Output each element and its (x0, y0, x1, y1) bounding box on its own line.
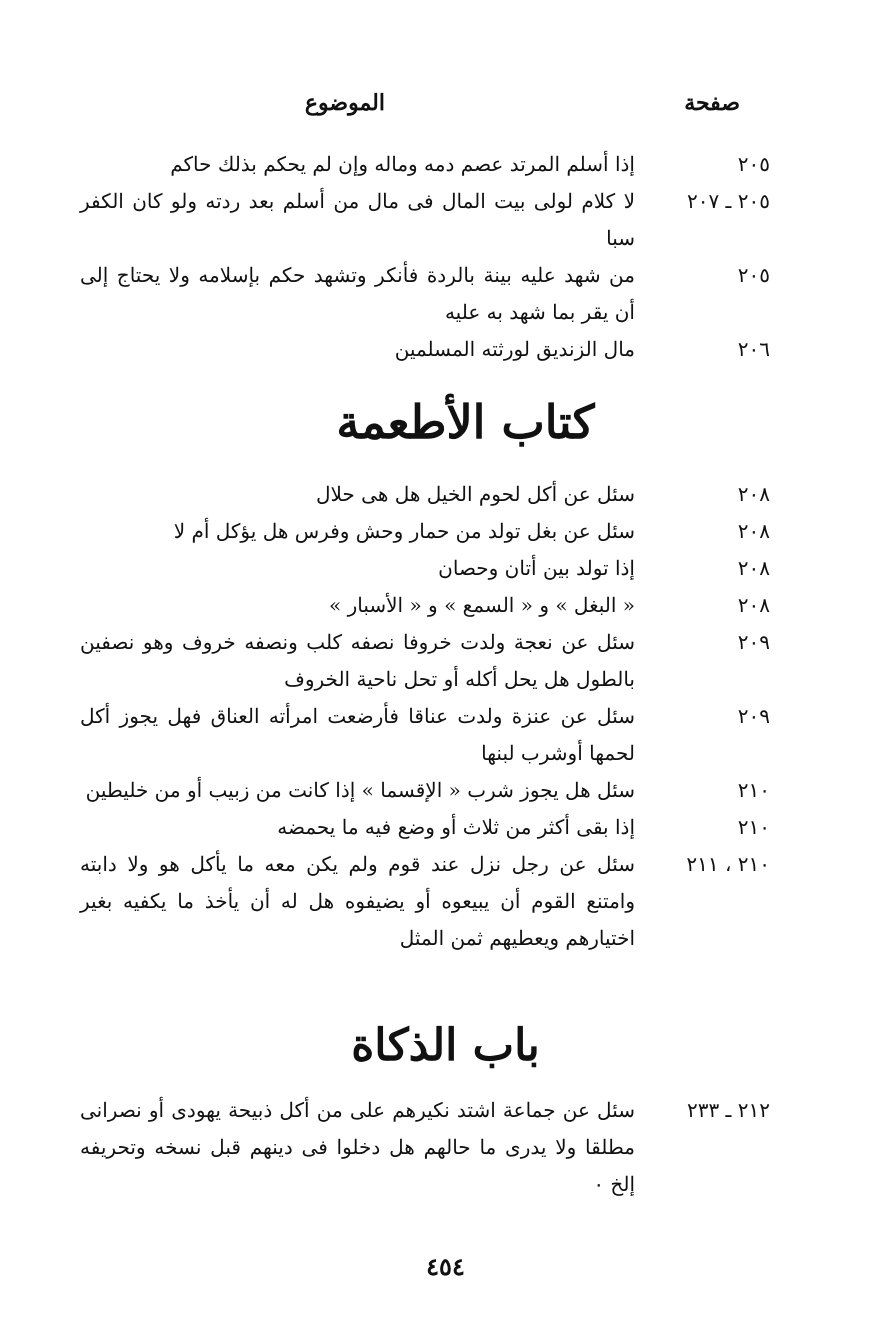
index-entry (80, 550, 770, 587)
entry-page: ٢٠٨ (737, 482, 770, 506)
entry-page: ٢٠٦ (737, 337, 770, 361)
entry-topic: سئل هل يجوز شرب « الإقسما » إذا كانت من زبيب أو من خليطين (85, 778, 635, 802)
index-entry (80, 772, 770, 809)
entry-topic: لا كلام لولى بيت المال فى مال من أسلم بعد ردته ولو كان الكفر سبا (80, 189, 635, 250)
entry-topic: سئل عن عنزة ولدت عناقا فأرضعت امرأته العناق فهل يجوز أكل لحمها أوشرب لبنها (80, 704, 635, 765)
entry-page: ٢١٠ (737, 815, 770, 839)
index-entry (80, 809, 770, 846)
entry-topic: إذا أسلم المرتد عصم دمه وماله وإن لم يحكم بذلك حاكم (170, 152, 635, 176)
index-entry (80, 513, 770, 550)
entry-page: ٢٠٥ ـ ٢٠٧ (686, 189, 770, 213)
index-entry (80, 698, 770, 772)
topic-column-header: الموضوع (304, 90, 385, 116)
entry-topic: سئل عن بغل تولد من حمار وحش وفرس هل يؤكل أم لا (173, 519, 635, 543)
index-group-foods (80, 476, 770, 957)
entry-page: ٢٠٩ (737, 630, 770, 654)
entry-topic: « البغل » و « السمع » و « الأسبار » (329, 593, 635, 617)
entry-page: ٢٠٨ (737, 519, 770, 543)
entry-topic: سئل عن رجل نزل عند قوم ولم يكن معه ما يأكل هو ولا دابته وامتنع القوم أن يبيعوه أو يضيفوه هل له أن يأخذ ما يكفيه بغير اختيارهم ويعطيهم ثمن المثل (80, 852, 635, 950)
entry-topic: سئل عن نعجة ولدت خروفا نصفه كلب ونصفه خروف وهو نصفين بالطول هل يحل أكله أو تحل ناحية الخروف (80, 630, 635, 691)
entry-topic: إذا تولد بين أتان وحصان (438, 556, 635, 580)
index-group-apostasy (80, 146, 770, 368)
index-entry (80, 331, 770, 368)
entry-topic: إذا بقى أكثر من ثلاث أو وضع فيه ما يحمضه (277, 815, 635, 839)
entry-page: ٢١٠ ، ٢١١ (686, 852, 770, 876)
entry-topic: من شهد عليه بينة بالردة فأنكر وتشهد حكم بإسلامه ولا يحتاج إلى أن يقر بما شهد به عليه (80, 263, 635, 324)
index-entry (80, 624, 770, 698)
entry-topic: سئل عن جماعة اشتد نكيرهم على من أكل ذبيحة يهودى أو نصرانى مطلقا ولا يدرى ما حالهم هل دخلوا فى دينهم قبل نسخه وتحريفه إلخ ٠ (80, 1098, 635, 1196)
index-group-slaughter (80, 1092, 770, 1203)
entry-topic: سئل عن أكل لحوم الخيل هل هى حلال (315, 482, 635, 506)
entry-page: ٢٠٥ (737, 263, 770, 287)
index-entry (80, 1092, 770, 1203)
index-entry (80, 257, 770, 331)
page-number: ٤٥٤ (426, 1252, 465, 1281)
section-heading-slaughter: باب الذكاة (351, 1020, 540, 1071)
page-column-header: صفحة (684, 90, 740, 116)
index-entry (80, 846, 770, 957)
section-heading-foods: كتاب الأطعمة (336, 395, 595, 449)
entry-page: ٢٠٨ (737, 556, 770, 580)
index-entry (80, 587, 770, 624)
entry-page: ٢٠٨ (737, 593, 770, 617)
entry-page: ٢١٠ (737, 778, 770, 802)
entry-page: ٢١٢ ـ ٢٣٣ (686, 1098, 770, 1122)
entry-topic: مال الزنديق لورثته المسلمين (394, 337, 635, 361)
column-header-row (80, 90, 740, 130)
index-entry (80, 146, 770, 183)
index-entry (80, 476, 770, 513)
entry-page: ٢٠٩ (737, 704, 770, 728)
index-entry (80, 183, 770, 257)
entry-page: ٢٠٥ (737, 152, 770, 176)
